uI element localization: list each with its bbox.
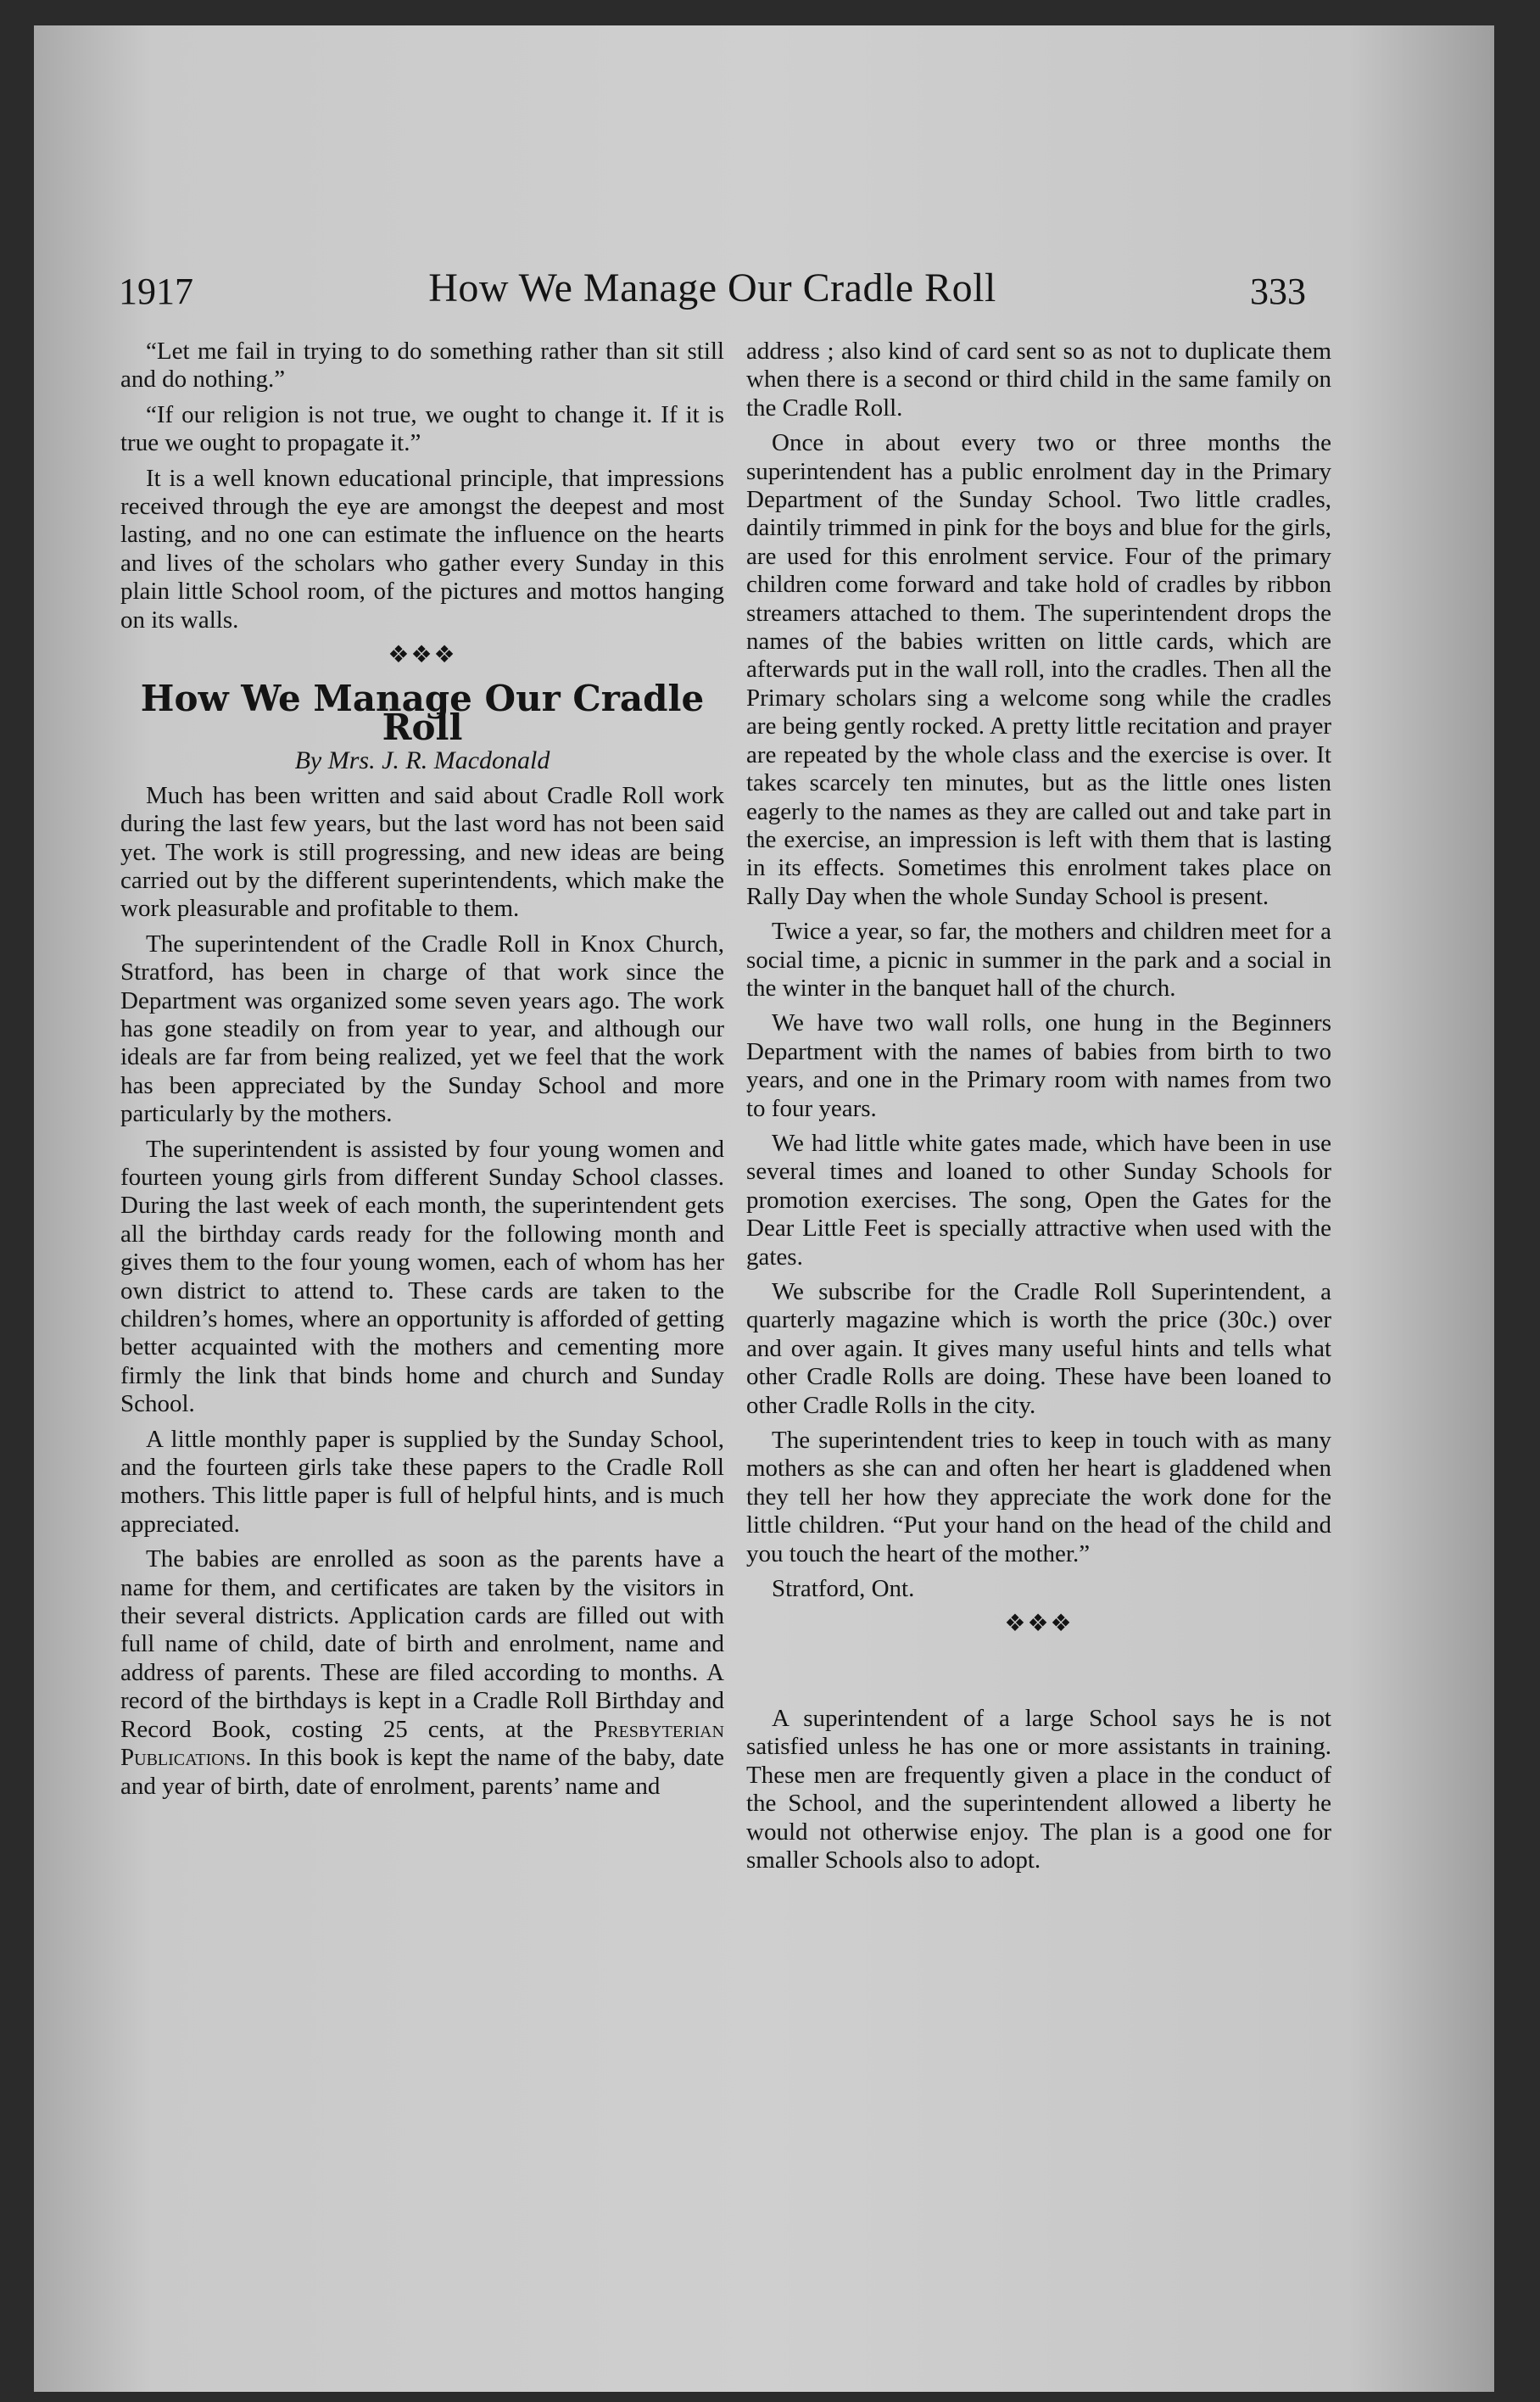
page-header <box>119 253 1306 321</box>
quote-paragraph: “If our religion is not true, we ought to change it. If it is true we ought to propagate it.” <box>120 400 724 457</box>
right-column <box>746 338 1331 1881</box>
header-year: 1917 <box>119 271 193 312</box>
paragraph: The superintendent tries to keep in touch with as many mothers as she can and often her heart is gladdened when they tell her how they appreciate the work done for the little children. “Put your hand on the head of the child and you touch the heart of the mother.” <box>746 1427 1331 1567</box>
left-column <box>120 338 724 1807</box>
section-ornament: ❖❖❖ <box>388 642 457 669</box>
byline: By Mrs. J. R. Macdonald <box>294 746 550 775</box>
paragraph: Twice a year, so far, the mothers and children meet for a social time, a picnic in summer in the park and a social in the winter in the banquet hall of the church. <box>746 918 1331 1002</box>
signoff: Stratford, Ont. <box>772 1575 915 1603</box>
page-number: 333 <box>1250 271 1306 312</box>
paragraph: A little monthly paper is supplied by the Sunday School, and the fourteen girls take these papers to the Cradle Roll mothers. This little paper is full of helpful hints, and is much appreciated. <box>120 1425 724 1538</box>
section-ornament: ❖❖❖ <box>1004 1611 1074 1638</box>
paragraph-text: In this book is kept the name of the baby, date and year of birth, date of enrolment, parents’ name and <box>120 1744 725 1800</box>
paragraph: We had little white gates made, which have been in use several times and loaned to other Sunday Schools for promotion exercises. The song, Open the Gates for the Dear Little Feet is specially attractive when used with the gates. <box>746 1129 1331 1271</box>
paragraph-text: The babies are enrolled as soon as the parents have a name for them, and certificates are taken by the visitors in their several districts. Application cards are filled out with full name of child, date of birth and enrolment, name and address of parents. These are filed according to months. A record of the birthdays is kept in a Cradle Roll Birthday and Record Book, costing 25 cents, at the <box>120 1545 724 1743</box>
paragraph: The superintendent is assisted by four young women and fourteen young girls from different Sunday School classes. During the last week of each month, the superintendent gets all the birthday cards ready for the following month and gives them to the four young women, each of whom has her own district to attend to. These cards are taken to the children’s homes, where an opportunity is afforded of getting better acquainted with the mothers and cementing more firmly the link that binds home and church and Sunday School. <box>120 1135 724 1418</box>
page <box>34 25 1494 2392</box>
paragraph: Much has been written and said about Cradle Roll work during the last few years, but the last word has not been said yet. The work is still progressing, and new ideas are being carried out by the different superintendents, which make the work pleasurable and profitable to them. <box>120 781 724 923</box>
running-title: How We Manage Our Cradle Roll <box>428 265 996 310</box>
paragraph <box>120 1545 724 1801</box>
paragraph: We subscribe for the Cradle Roll Superintendent, a quarterly magazine which is worth the price (30c.) over and over again. It gives many useful hints and tells what other Cradle Rolls are doing. These have been loaned to other Cradle Rolls in the city. <box>746 1278 1331 1419</box>
article-title: How We Manage Our Cradle Roll <box>140 678 705 748</box>
paragraph: Once in about every two or three months the superintendent has a public enrolment day in the Primary Department of the Sunday School. Two little cradles, daintily trimmed in pink for the boys and blue for the girls, are used for this enrolment service. Four of the primary children come forward and take hold of cradles by ribbon streamers attached to them. The superintendent drops the names of the babies written on little cards, which are afterwards put in the wall roll, into the cradles. Then all the Primary scholars sing a welcome song while the cradles are being gently rocked. A pretty little recitation and prayer are repeated by the whole class and the exercise is over. It takes scarcely ten minutes, but as the little ones listen eagerly to the names as they are called out and take part in the exercise, an impression is left with them that is lasting in its effects. Sometimes this enrolment takes place on Rally Day when the whole Sunday School is present. <box>746 429 1331 910</box>
paragraph: The superintendent of the Cradle Roll in Knox Church, Stratford, has been in charge of that work since the Department was organized some seven years ago. The work has gone steadily on from year to year, and although our ideals are far from being realized, yet we feel that the work has been appreciated by the Sunday School and more particularly by the mothers. <box>120 930 724 1128</box>
paragraph: It is a well known educational principle, that impressions received through the eye are amongst the deepest and most lasting, and no one can estimate the influence on the hearts and lives of the scholars who gather every Sunday in this plain little School room, of the pictures and mottos hanging on its walls. <box>120 464 724 634</box>
quote-paragraph: “Let me fail in trying to do something rather than sit still and do nothing.” <box>120 338 724 394</box>
paragraph-continued: address ; also kind of card sent so as not to duplicate them when there is a second or third child in the same family on the Cradle Roll. <box>746 338 1331 422</box>
paragraph: We have two wall rolls, one hung in the Beginners Department with the names of babies from birth to two years, and one in the Primary room with names from two to four years. <box>746 1009 1331 1122</box>
spacer <box>746 1654 1331 1705</box>
paragraph: A superintendent of a large School says he is not satisfied unless he has one or more assistants in training. These men are frequently given a place in the conduct of the School, and the superintendent allowed a liberty he would not otherwise enjoy. The plan is a good one for smaller Schools also to adopt. <box>746 1704 1331 1874</box>
publisher-name: Presbyterian Publications. <box>120 1715 724 1772</box>
